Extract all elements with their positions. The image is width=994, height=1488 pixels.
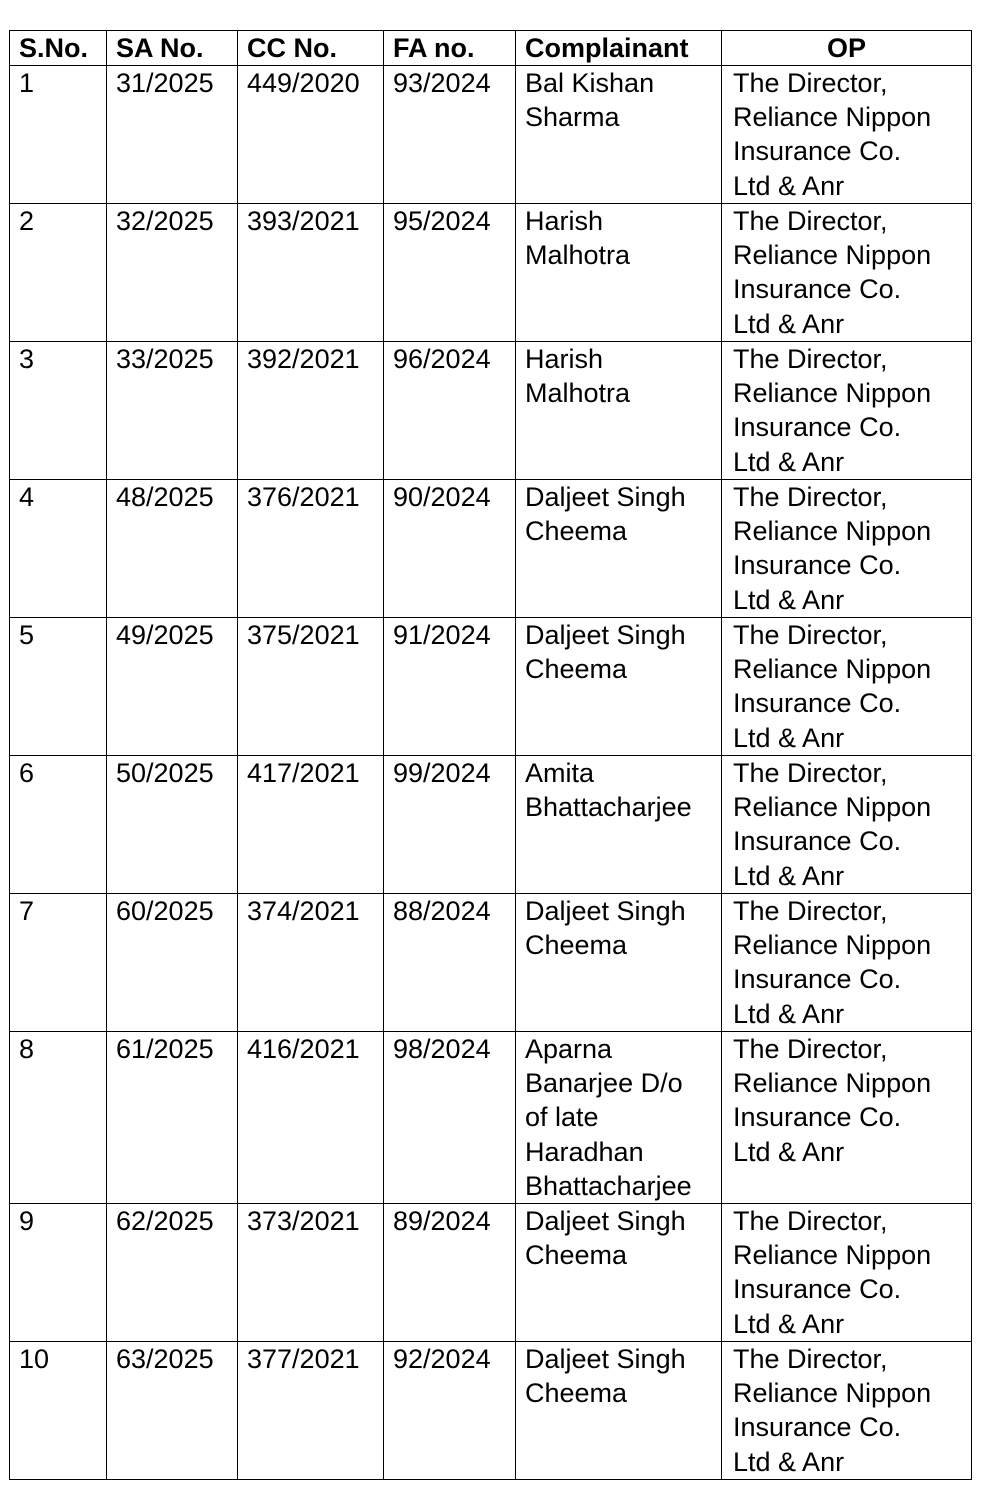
- cell-cc-no: [238, 618, 384, 756]
- cell-fa-no: [384, 1204, 516, 1342]
- cell-cc-no: [238, 66, 384, 204]
- cell-fa-no: [384, 1032, 516, 1204]
- cell-sno: [10, 1204, 107, 1342]
- cell-op: [722, 618, 972, 756]
- cell-sno: [10, 618, 107, 756]
- cell-complainant-text: Daljeet Singh Cheema: [525, 896, 686, 961]
- cell-sno: [10, 480, 107, 618]
- table-body: [10, 66, 972, 1480]
- cell-sa-no: [107, 66, 238, 204]
- cell-op-text: The Director, Reliance Nippon Insurance Co. Ltd & Anr: [733, 1206, 932, 1339]
- cell-cc-no-text: 375/2021: [247, 620, 360, 650]
- header-fa-no: FA no.: [384, 31, 516, 66]
- cell-op-text: The Director, Reliance Nippon Insurance Co. Ltd & Anr: [733, 758, 932, 891]
- header-row: [10, 31, 972, 66]
- cell-sa-no-text: 33/2025: [116, 344, 214, 374]
- table-row: [10, 756, 972, 894]
- cell-sa-no-text: 50/2025: [116, 758, 214, 788]
- cell-cc-no-text: 392/2021: [247, 344, 360, 374]
- cell-op: [722, 1032, 972, 1204]
- cell-cc-no-text: 377/2021: [247, 1344, 360, 1375]
- cell-sno: [10, 1032, 107, 1204]
- cell-sno-text: 8: [19, 1034, 35, 1064]
- cases-table: [9, 30, 972, 1480]
- header-sa-no: SA No.: [107, 31, 238, 66]
- cell-fa-no-text: 93/2024: [393, 68, 491, 98]
- table-row: [10, 342, 972, 480]
- cell-complainant-text: Daljeet Singh Cheema: [525, 1206, 686, 1271]
- cell-fa-no-text: 89/2024: [393, 1206, 491, 1237]
- cell-fa-no-text: 99/2024: [393, 758, 491, 788]
- cell-fa-no-text: 90/2024: [393, 482, 491, 512]
- cell-complainant: [516, 480, 722, 618]
- cell-op: [722, 1204, 972, 1342]
- cell-sno-text: 9: [19, 1206, 35, 1237]
- cell-cc-no: [238, 342, 384, 480]
- cell-sno-text: 10: [19, 1344, 50, 1375]
- cell-complainant: [516, 756, 722, 894]
- table-row: [10, 204, 972, 342]
- cell-sa-no-text: 60/2025: [116, 896, 214, 926]
- cell-sno: [10, 66, 107, 204]
- cell-complainant: [516, 1204, 722, 1342]
- cell-sno: [10, 342, 107, 480]
- header-op: OP: [722, 31, 972, 66]
- cell-complainant-text: Daljeet Singh Cheema: [525, 482, 686, 547]
- cell-cc-no: [238, 480, 384, 618]
- cell-sno-text: 7: [19, 896, 35, 926]
- cell-op: [722, 204, 972, 342]
- cell-complainant-text: Aparna Banarjee D/o of late Haradhan Bhattacharjee: [525, 1034, 692, 1201]
- cell-complainant-text: Harish Malhotra: [525, 206, 631, 271]
- header-cc-no: CC No.: [238, 31, 384, 66]
- cell-sno: [10, 894, 107, 1032]
- cell-op-text: The Director, Reliance Nippon Insurance Co. Ltd & Anr: [733, 1034, 932, 1167]
- cell-cc-no: [238, 204, 384, 342]
- cell-fa-no-text: 98/2024: [393, 1034, 491, 1064]
- cell-op: [722, 756, 972, 894]
- cell-op: [722, 894, 972, 1032]
- cell-fa-no: [384, 66, 516, 204]
- cell-fa-no: [384, 1342, 516, 1480]
- cell-cc-no-text: 416/2021: [247, 1034, 360, 1064]
- cell-sno-text: 6: [19, 758, 35, 788]
- cell-complainant: [516, 342, 722, 480]
- cell-sa-no: [107, 756, 238, 894]
- cell-sno-text: 2: [19, 206, 35, 236]
- cell-cc-no-text: 393/2021: [247, 206, 360, 236]
- cell-cc-no-text: 373/2021: [247, 1206, 360, 1237]
- cell-sno: [10, 756, 107, 894]
- cell-complainant: [516, 1032, 722, 1204]
- cell-sno-text: 4: [19, 482, 35, 512]
- cell-sa-no: [107, 1032, 238, 1204]
- cell-cc-no-text: 449/2020: [247, 68, 360, 98]
- cell-fa-no-text: 88/2024: [393, 896, 491, 926]
- cell-cc-no-text: 417/2021: [247, 758, 360, 788]
- cell-fa-no: [384, 480, 516, 618]
- cell-fa-no-text: 95/2024: [393, 206, 491, 236]
- header-complainant: Complainant: [516, 31, 722, 66]
- cell-sno-text: 1: [19, 68, 35, 98]
- cell-op: [722, 342, 972, 480]
- header-sno: S.No.: [10, 31, 107, 66]
- cell-complainant: [516, 204, 722, 342]
- cell-op: [722, 1342, 972, 1480]
- cell-op-text: The Director, Reliance Nippon Insurance Co. Ltd & Anr: [733, 1344, 932, 1477]
- cell-complainant-text: Daljeet Singh Cheema: [525, 620, 686, 685]
- cell-complainant: [516, 894, 722, 1032]
- cell-cc-no-text: 376/2021: [247, 482, 360, 512]
- cell-fa-no: [384, 894, 516, 1032]
- cell-op-text: The Director, Reliance Nippon Insurance Co. Ltd & Anr: [733, 344, 932, 477]
- cell-sa-no-text: 49/2025: [116, 620, 214, 650]
- cell-sa-no-text: 31/2025: [116, 68, 214, 98]
- cell-op-text: The Director, Reliance Nippon Insurance Co. Ltd & Anr: [733, 620, 932, 753]
- cell-cc-no: [238, 756, 384, 894]
- cell-complainant: [516, 66, 722, 204]
- cell-fa-no-text: 96/2024: [393, 344, 491, 374]
- cell-fa-no: [384, 618, 516, 756]
- cell-sa-no: [107, 1342, 238, 1480]
- cell-fa-no: [384, 342, 516, 480]
- cell-op: [722, 480, 972, 618]
- cell-fa-no-text: 91/2024: [393, 620, 491, 650]
- cell-sno: [10, 1342, 107, 1480]
- table-row: [10, 894, 972, 1032]
- cell-cc-no: [238, 894, 384, 1032]
- cell-sno: [10, 204, 107, 342]
- cell-fa-no: [384, 756, 516, 894]
- cell-sa-no-text: 62/2025: [116, 1206, 214, 1237]
- table-row: [10, 1342, 972, 1480]
- cell-op-text: The Director, Reliance Nippon Insurance Co. Ltd & Anr: [733, 482, 932, 615]
- cell-cc-no-text: 374/2021: [247, 896, 360, 926]
- cell-op: [722, 66, 972, 204]
- cell-complainant: [516, 618, 722, 756]
- cell-complainant: [516, 1342, 722, 1480]
- table-row: [10, 1204, 972, 1342]
- cell-sa-no: [107, 1204, 238, 1342]
- cell-sno-text: 5: [19, 620, 35, 650]
- cell-sa-no: [107, 342, 238, 480]
- cell-complainant-text: Daljeet Singh Cheema: [525, 1344, 686, 1409]
- cell-sa-no-text: 48/2025: [116, 482, 214, 512]
- cell-sa-no-text: 63/2025: [116, 1344, 214, 1375]
- cell-sa-no-text: 61/2025: [116, 1034, 214, 1064]
- table-header: [10, 31, 972, 66]
- cell-cc-no: [238, 1032, 384, 1204]
- cell-cc-no: [238, 1204, 384, 1342]
- cell-complainant-text: Bal Kishan Sharma: [525, 68, 655, 133]
- cell-complainant-text: Amita Bhattacharjee: [525, 758, 692, 823]
- cell-op-text: The Director, Reliance Nippon Insurance Co. Ltd & Anr: [733, 896, 932, 1029]
- cell-sa-no-text: 32/2025: [116, 206, 214, 236]
- cell-sa-no: [107, 618, 238, 756]
- cell-sa-no: [107, 204, 238, 342]
- cell-op-text: The Director, Reliance Nippon Insurance Co. Ltd & Anr: [733, 206, 932, 339]
- cell-fa-no: [384, 204, 516, 342]
- table-row: [10, 480, 972, 618]
- cell-op-text: The Director, Reliance Nippon Insurance Co. Ltd & Anr: [733, 68, 932, 201]
- table-row: [10, 618, 972, 756]
- cell-complainant-text: Harish Malhotra: [525, 344, 631, 409]
- cell-fa-no-text: 92/2024: [393, 1344, 491, 1375]
- cell-sno-text: 3: [19, 344, 35, 374]
- cell-sa-no: [107, 894, 238, 1032]
- cell-sa-no: [107, 480, 238, 618]
- cell-cc-no: [238, 1342, 384, 1480]
- table-row: [10, 1032, 972, 1204]
- table-row: [10, 66, 972, 204]
